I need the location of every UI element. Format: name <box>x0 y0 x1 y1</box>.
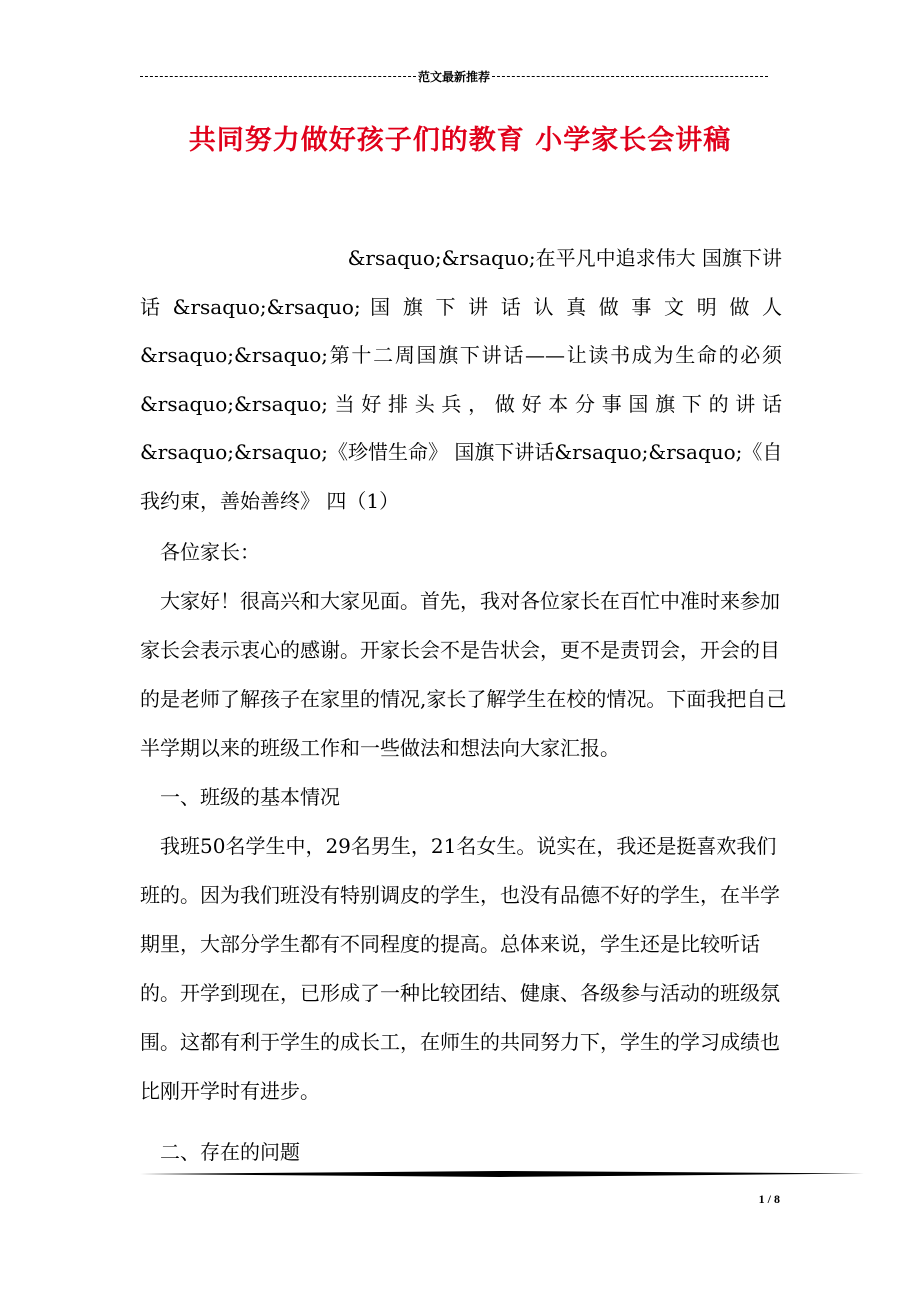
related-links-block <box>140 236 782 528</box>
salutation: 各位家长： <box>160 540 260 564</box>
header-dash-left <box>140 76 416 77</box>
intro-line: &rsaquo;&rsaquo; 当 好 排 头 兵 ， 做 好 本 分 事 国 旗 下 的 讲 话 <box>140 391 782 416</box>
intro-line: &rsaquo;&rsaquo;《珍惜生命》 国旗下讲话&rsaquo;&rsaquo;《自 <box>140 440 783 465</box>
footer-rule <box>140 1171 864 1177</box>
section-heading: 二、存在的问题 <box>160 1140 300 1164</box>
intro-line: 我约束，善始善终》 四（1） <box>140 488 400 513</box>
header-dash-right <box>492 76 768 77</box>
section-heading: 一、班级的基本情况 <box>160 785 340 809</box>
header-text: 范文最新推荐 <box>418 69 491 84</box>
page-header <box>140 66 768 86</box>
page-number: 1 / 8 <box>758 1192 780 1206</box>
body-paragraph: 大家好！很高兴和大家见面。首先，我对各位家长在百忙中准时来参加家长会表示衷心的感谢。开家长会不是告状会，更不是责罚会，开会的目的是老师了解孩子在家里的情况,家长了解学生在校的情况。下面我把自己半学期以来的班级工作和一些做法和想法向大家汇报。 <box>140 589 787 760</box>
document-body <box>140 528 788 1177</box>
document-title: 共同努力做好孩子们的教育 小学家长会讲稿 <box>188 125 732 156</box>
intro-line: 话 &rsaquo;&rsaquo; 国 旗 下 讲 话 认 真 做 事 文 明 做 人 <box>140 294 782 319</box>
intro-line: &rsaquo;&rsaquo;在平凡中追求伟大 国旗下讲 <box>347 246 782 270</box>
intro-line: &rsaquo;&rsaquo;第十二周国旗下讲话——让读书成为生命的必须 <box>140 343 782 368</box>
body-paragraph: 我班50名学生中，29名男生，21名女生。说实在，我还是挺喜欢我们班的。因为我们班没有特别调皮的学生，也没有品德不好的学生，在半学期里，大部分学生都有不同程度的提高。总体来说，学生还是比较听话的。开学到现在，已形成了一种比较团结、健康、各级参与活动的班级氛围。这都有利于学生的成长工，在师生的共同努力下，学生的学习成绩也比刚开学时有进步。 <box>140 834 780 1103</box>
